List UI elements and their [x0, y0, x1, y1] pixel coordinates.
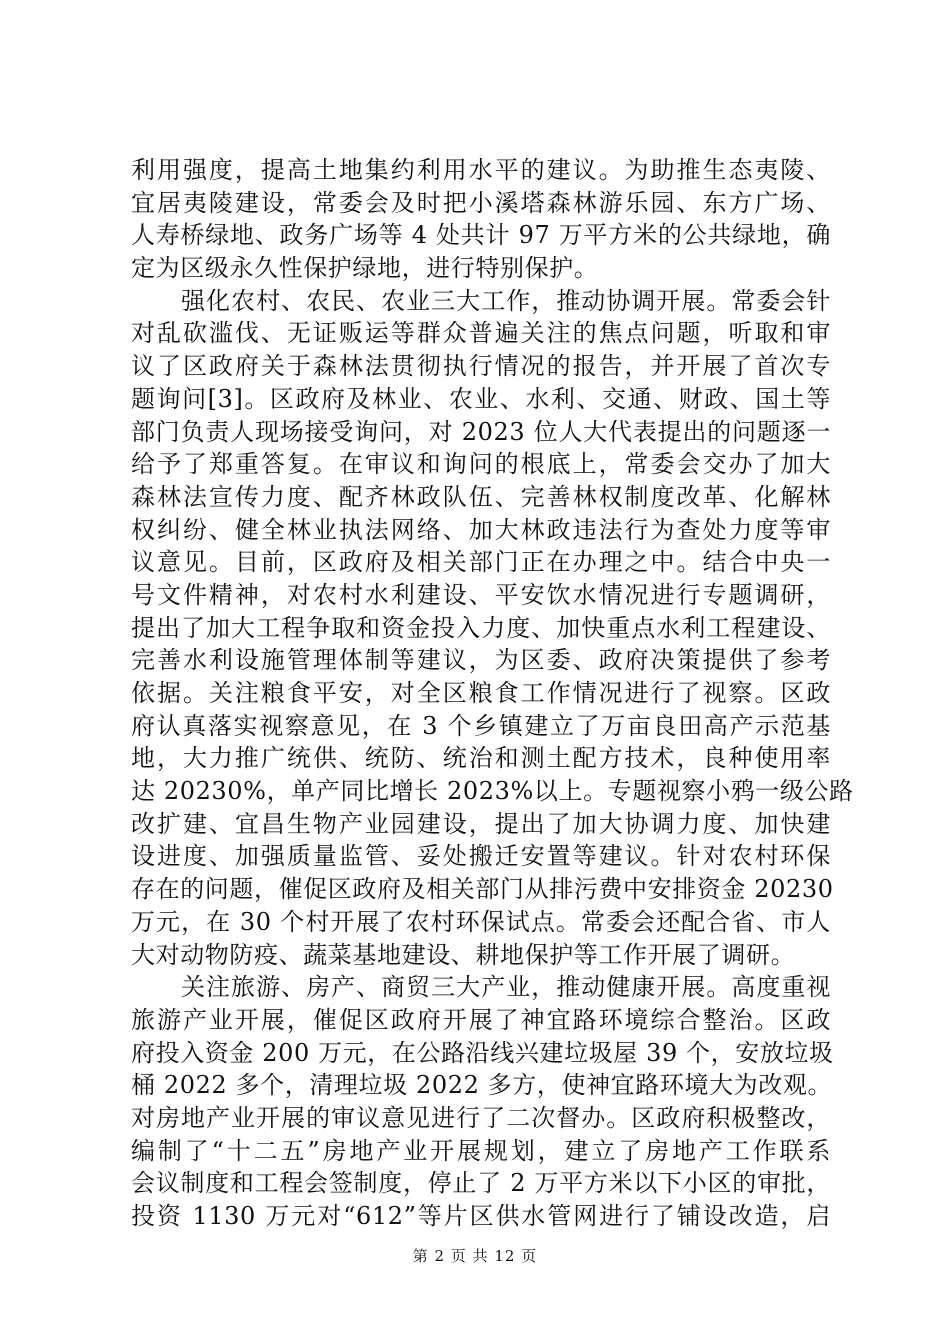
text-line: 旅游产业开展，催促区政府开展了神宜路环境综合整治。区政 [131, 1005, 831, 1034]
text-line: 题询问[3]。区政府及林业、农业、水利、交通、财政、国土等 [131, 384, 831, 413]
text-line: 府投入资金 200 万元，在公路沿线兴建垃圾屋 39 个，安放垃圾 [131, 1038, 834, 1067]
text-line: 达 20230%，单产同比增长 2023%以上。专题视察小鸦一级公路 [131, 777, 854, 806]
text-line: 会议制度和工程会签制度，停止了 2 万平方米以下小区的审批， [131, 1169, 831, 1198]
text-line: 大对动物防疫、蔬菜基地建设、耕地保护等工作开展了调研。 [131, 940, 796, 969]
text-line: 依据。关注粮食平安，对全区粮食工作情况进行了视察。区政 [131, 679, 831, 707]
text-line: 利用强度，提高土地集约利用水平的建议。为助推生态夷陵、 [131, 156, 831, 184]
text-line: 给予了郑重答复。在审议和询问的根底上，常委会交办了加大 [131, 450, 831, 479]
text-line: 议了区政府关于森林法贯彻执行情况的报告，并开展了首次专 [131, 352, 831, 381]
text-line: 对乱砍滥伐、无证贩运等群众普遍关注的焦点问题，听取和审 [131, 319, 831, 348]
text-line: 存在的问题，催促区政府及相关部门从排污费中安排资金 20230 [131, 875, 834, 904]
text-line: 地，大力推广统供、统防、统治和测土配方技术，良种使用率 [131, 744, 831, 773]
text-line: 议意见。目前，区政府及相关部门正在办理之中。结合中央一 [131, 548, 831, 577]
text-line: 投资 1130 万元对“612”等片区供水管网进行了铺设改造，启 [131, 1202, 831, 1230]
text-line: 权纠纷、健全林业执法网络、加大林政违法行为查处力度等审 [131, 515, 831, 544]
page-number-footer: 第 2 页 共 12 页 [412, 1247, 538, 1265]
text-line: 部门负责人现场接受询问，对 2023 位人大代表提出的问题逐一 [131, 417, 831, 446]
text-line: 完善水利设施管理体制等建议，为区委、政府决策提供了参考 [131, 646, 831, 675]
text-line: 提出了加大工程争取和资金投入力度、加快重点水利工程建设、 [131, 613, 831, 642]
text-line: 桶 2022 多个，清理垃圾 2022 多方，使神宜路环境大为改观。 [131, 1071, 833, 1100]
text-line: 人寿桥绿地、政务广场等 4 处共计 97 万平方米的公共绿地，确 [131, 221, 831, 250]
text-line: 改扩建、宜昌生物产业园建设，提出了加大协调力度、加快建 [131, 809, 831, 838]
text-line: 万元，在 30 个村开展了农村环保试点。常委会还配合省、市人 [131, 907, 831, 936]
document-body [131, 154, 854, 1233]
text-line: 对房地产业开展的审议意见进行了二次督办。区政府积极整改， [131, 1103, 831, 1132]
text-line: 关注旅游、房产、商贸三大产业，推动健康开展。高度重视 [131, 973, 831, 1002]
text-line: 强化农村、农民、农业三大工作，推动协调开展。常委会针 [131, 286, 831, 315]
text-line: 宜居夷陵建设，常委会及时把小溪塔森林游乐园、东方广场、 [131, 188, 831, 217]
text-line: 编制了“十二五”房地产业开展规划，建立了房地产工作联系 [131, 1136, 831, 1165]
text-line: 森林法宣传力度、配齐林政队伍、完善林权制度改革、化解林 [131, 482, 831, 511]
text-line: 府认真落实视察意见，在 3 个乡镇建立了万亩良田高产示范基 [131, 711, 831, 740]
text-line: 设进度、加强质量监管、妥处搬迁安置等建议。针对农村环保 [131, 842, 831, 871]
text-line: 号文件精神，对农村水利建设、平安饮水情况进行专题调研， [131, 580, 831, 609]
text-line: 定为区级永久性保护绿地，进行特别保护。 [131, 254, 599, 283]
